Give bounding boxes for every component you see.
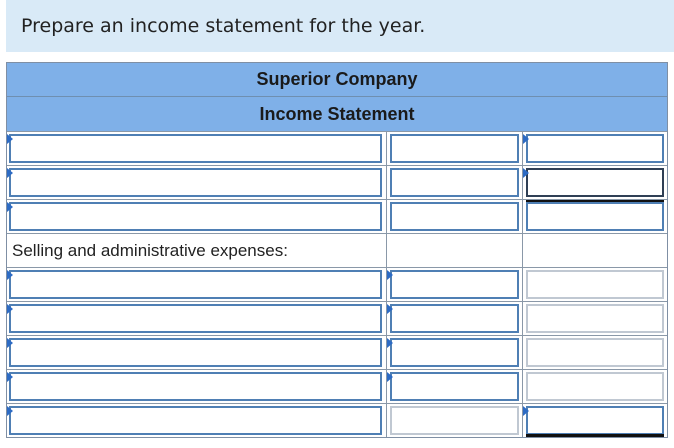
instruction-text: Prepare an income statement for the year. [21, 15, 426, 37]
total-cell [523, 234, 667, 267]
total-input[interactable] [526, 168, 664, 197]
dropdown-marker-icon [387, 270, 393, 280]
amount-cell [387, 166, 523, 199]
amount-cell [387, 302, 523, 335]
account-dropdown[interactable] [9, 372, 382, 401]
amount-input[interactable] [390, 406, 519, 435]
statement-title-header [7, 97, 667, 131]
table-row [7, 335, 667, 369]
amount-cell [387, 234, 523, 267]
account-dropdown[interactable] [9, 168, 382, 197]
company-name-header [7, 63, 667, 97]
dropdown-marker-icon [387, 338, 393, 348]
amount-cell [387, 404, 523, 437]
section-label-cell [7, 234, 387, 267]
total-top-rule [526, 200, 664, 202]
total-cell [523, 370, 667, 403]
total-input[interactable] [526, 406, 664, 435]
account-dropdown[interactable] [9, 406, 382, 435]
section-label: Selling and administrative expenses: [12, 241, 288, 260]
company-name: Superior Company [256, 69, 418, 89]
dropdown-marker-icon [523, 406, 529, 416]
table-row [7, 301, 667, 335]
amount-cell [387, 336, 523, 369]
amount-input[interactable] [390, 304, 519, 333]
table-row [7, 165, 667, 199]
dropdown-marker-icon [7, 134, 13, 144]
table-row [7, 369, 667, 403]
account-dropdown[interactable] [9, 134, 382, 163]
account-cell [7, 404, 387, 437]
amount-cell [387, 370, 523, 403]
account-cell [7, 132, 387, 165]
table-row [7, 267, 667, 301]
table-row [7, 233, 667, 267]
dropdown-marker-icon [7, 202, 13, 212]
table-row [7, 403, 667, 437]
amount-input[interactable] [390, 202, 519, 231]
total-cell [523, 166, 667, 199]
account-cell [7, 370, 387, 403]
dropdown-marker-icon [387, 372, 393, 382]
amount-input[interactable] [390, 134, 519, 163]
total-input[interactable] [526, 372, 664, 401]
dropdown-marker-icon [7, 372, 13, 382]
account-dropdown[interactable] [9, 202, 382, 231]
dropdown-marker-icon [7, 168, 13, 178]
account-dropdown[interactable] [9, 338, 382, 367]
statement-title: Income Statement [259, 103, 415, 124]
total-cell [523, 200, 667, 233]
total-input[interactable] [526, 270, 664, 299]
dropdown-marker-icon [7, 406, 13, 416]
account-cell [7, 268, 387, 301]
total-input[interactable] [526, 304, 664, 333]
amount-cell [387, 268, 523, 301]
total-input[interactable] [526, 202, 664, 231]
total-cell [523, 336, 667, 369]
amount-input[interactable] [390, 270, 519, 299]
account-cell [7, 336, 387, 369]
total-cell [523, 132, 667, 165]
table-row [7, 131, 667, 165]
total-cell [523, 404, 667, 437]
total-cell [523, 302, 667, 335]
net-income-double-rule [526, 434, 664, 437]
account-dropdown[interactable] [9, 304, 382, 333]
dropdown-marker-icon [523, 168, 529, 178]
dropdown-marker-icon [7, 270, 13, 280]
amount-cell [387, 200, 523, 233]
total-cell [523, 268, 667, 301]
dropdown-marker-icon [7, 304, 13, 314]
total-input[interactable] [526, 338, 664, 367]
income-statement-table [6, 62, 668, 438]
amount-cell [387, 132, 523, 165]
dropdown-marker-icon [523, 134, 529, 144]
account-dropdown[interactable] [9, 270, 382, 299]
amount-input[interactable] [390, 168, 519, 197]
instruction-banner [6, 0, 674, 52]
total-input[interactable] [526, 134, 664, 163]
dropdown-marker-icon [387, 304, 393, 314]
account-cell [7, 200, 387, 233]
amount-input[interactable] [390, 372, 519, 401]
dropdown-marker-icon [7, 338, 13, 348]
account-cell [7, 166, 387, 199]
table-row [7, 199, 667, 233]
amount-input[interactable] [390, 338, 519, 367]
account-cell [7, 302, 387, 335]
